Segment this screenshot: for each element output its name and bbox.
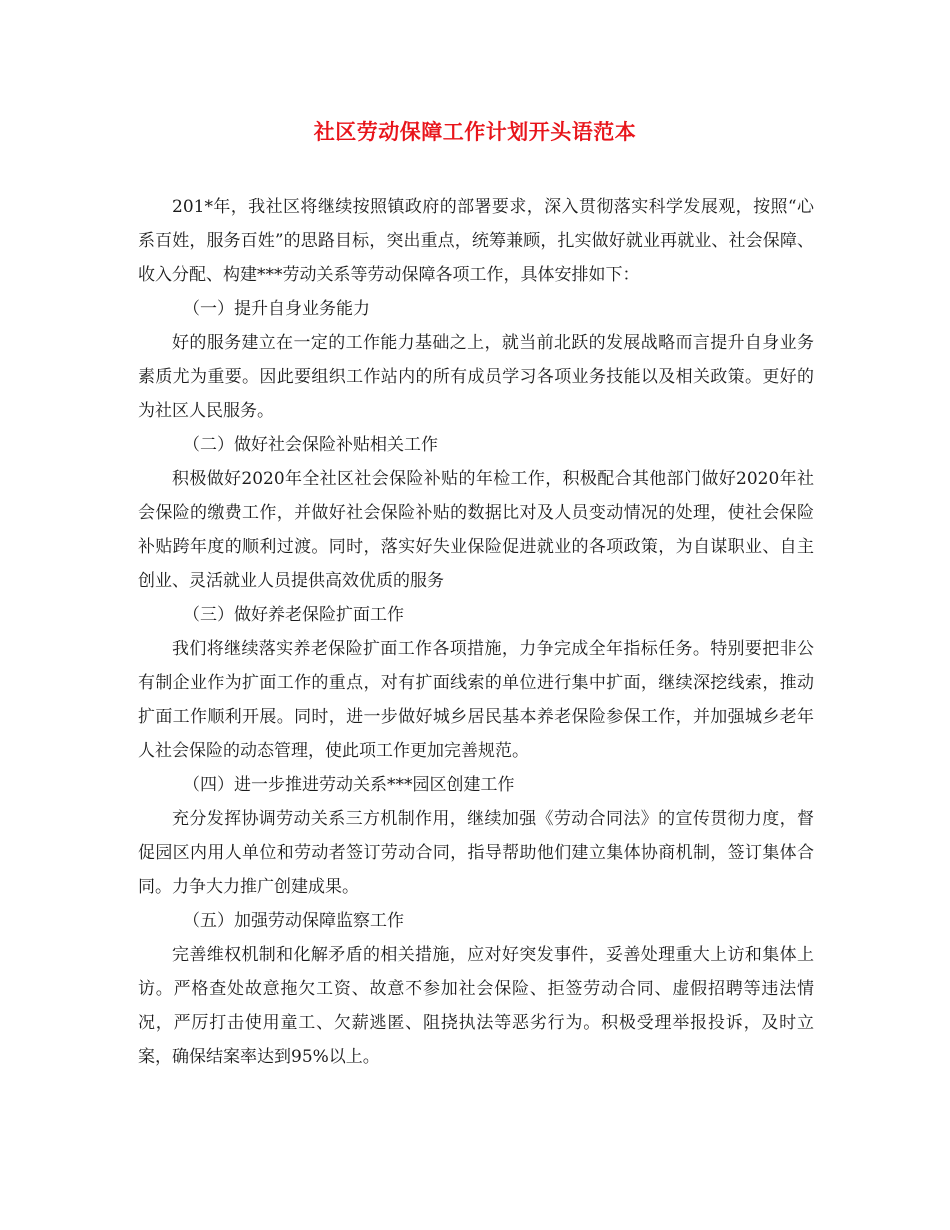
section-heading-5: （五）加强劳动保障监察工作 (183, 911, 404, 931)
section-body-1: 好的服务建立在一定的工作能力基础之上，就当前北跃的发展战略而言提升自身业务素质尤为重要。因此要组织工作站内的所有成员学习各项业务技能以及相关政策。更好的为社区人民服务。 (138, 333, 814, 421)
section-body-4: 充分发挥协调劳动关系三方机制作用，继续加强《劳动合同法》的宣传贯彻力度，督促园区内用人单位和劳动者签订劳动合同，指导帮助他们建立集体协商机制，签订集体合同。力争大力推广创建成果。 (138, 809, 814, 897)
section-body-3: 我们将继续落实养老保险扩面工作各项措施，力争完成全年指标任务。特别要把非公有制企业作为扩面工作的重点，对有扩面线索的单位进行集中扩面，继续深挖线索，推动扩面工作顺利开展。同时，进一步做好城乡居民基本养老保险参保工作，并加强城乡老年人社会保险的动态管理，使此项工作更加完善规范。 (138, 639, 814, 761)
section-body-2: 积极做好2020年全社区社会保险补贴的年检工作，积极配合其他部门做好2020年社会保险的缴费工作，并做好社会保险补贴的数据比对及人员变动情况的处理，使社会保险补贴跨年度的顺利过渡。同时，落实好失业保险促进就业的各项政策，为自谋职业、自主创业、灵活就业人员提供高效优质的服务 (138, 469, 814, 591)
document-body (138, 190, 814, 1074)
section-heading-2: （二）做好社会保险补贴相关工作 (183, 435, 438, 455)
document-title: 社区劳动保障工作计划开头语范本 (313, 119, 637, 144)
intro-paragraph: 201*年，我社区将继续按照镇政府的部署要求，深入贯彻落实科学发展观，按照“心系百姓，服务百姓”的思路目标，突出重点，统筹兼顾，扎实做好就业再就业、社会保障、收入分配、构建***劳动关系等劳动保障各项工作，具体安排如下： (138, 197, 814, 285)
section-heading-1: （一）提升自身业务能力 (183, 299, 370, 319)
section-heading-4: （四）进一步推进劳动关系***园区创建工作 (183, 775, 515, 795)
section-heading-3: （三）做好养老保险扩面工作 (183, 605, 404, 625)
section-body-5: 完善维权机制和化解矛盾的相关措施，应对好突发事件，妥善处理重大上访和集体上访。严格查处故意拖欠工资、故意不参加社会保险、拒签劳动合同、虚假招聘等违法情况，严厉打击使用童工、欠薪逃匿、阻挠执法等恶劣行为。积极受理举报投诉，及时立案，确保结案率达到95%以上。 (138, 945, 814, 1067)
